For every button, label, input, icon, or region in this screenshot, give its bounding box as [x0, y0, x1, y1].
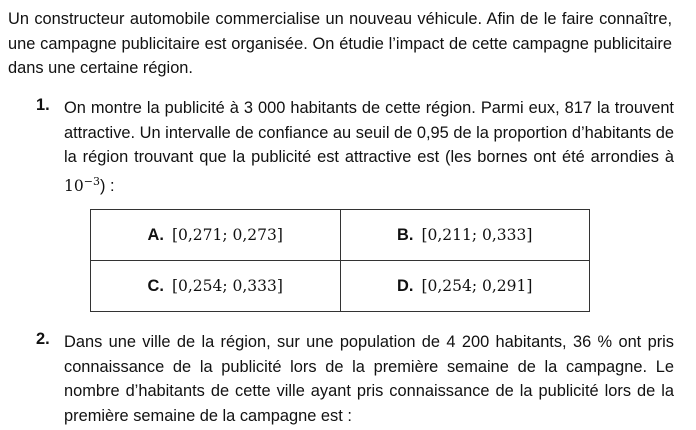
option-d-value: [0,254; 0,291] [421, 276, 533, 295]
question-1-text: On montre la publicité à 3 000 habitants de cette région. Parmi eux, 817 la trouvent attractive. Un intervalle de confiance au seuil de 0,95 de la proportion d’habitants de la région trouvant que la publicité est attractive est (les bornes ont été arrondies à [64, 99, 674, 166]
option-c-label: C. [147, 276, 164, 295]
option-b[interactable] [340, 210, 590, 261]
question-1-text-block [64, 96, 674, 198]
question-2-text: Dans une ville de la région, sur une population de 4 200 habitants, 36 % ont pris connaissance de la publicité lors de la première semaine de la campagne. Le nombre d’habitants de cette ville ayant pris connaissance de la publicité lors de la première semaine de la campagne est : [64, 333, 674, 425]
question-2-number: 2. [36, 330, 50, 348]
option-a-label: A. [147, 225, 164, 244]
option-a-value: [0,271; 0,273] [171, 225, 283, 244]
question-2 [36, 330, 674, 428]
answer-options-table [90, 209, 590, 312]
answer-row [91, 210, 590, 261]
math-exponent: −3 [83, 174, 100, 188]
option-a[interactable] [91, 210, 341, 261]
intro-paragraph: Un constructeur automobile commercialise un nouveau véhicule. Afin de le faire connaître, une campagne publicitaire est organisée. On étudie l’impact de cette campagne publicitaire dans une certaine région. [8, 10, 672, 77]
option-c-value: [0,254; 0,333] [171, 276, 283, 295]
option-b-value: [0,211; 0,333] [421, 225, 533, 244]
option-d-label: D. [397, 276, 414, 295]
question-1-text-end: ) : [99, 176, 115, 195]
question-1-number: 1. [36, 96, 50, 114]
question-1-math [64, 174, 100, 195]
option-c[interactable] [91, 261, 341, 312]
option-d[interactable] [340, 261, 590, 312]
math-base: 10 [64, 176, 84, 195]
option-b-label: B. [397, 225, 414, 244]
question-1 [36, 96, 674, 198]
answer-row [91, 261, 590, 312]
